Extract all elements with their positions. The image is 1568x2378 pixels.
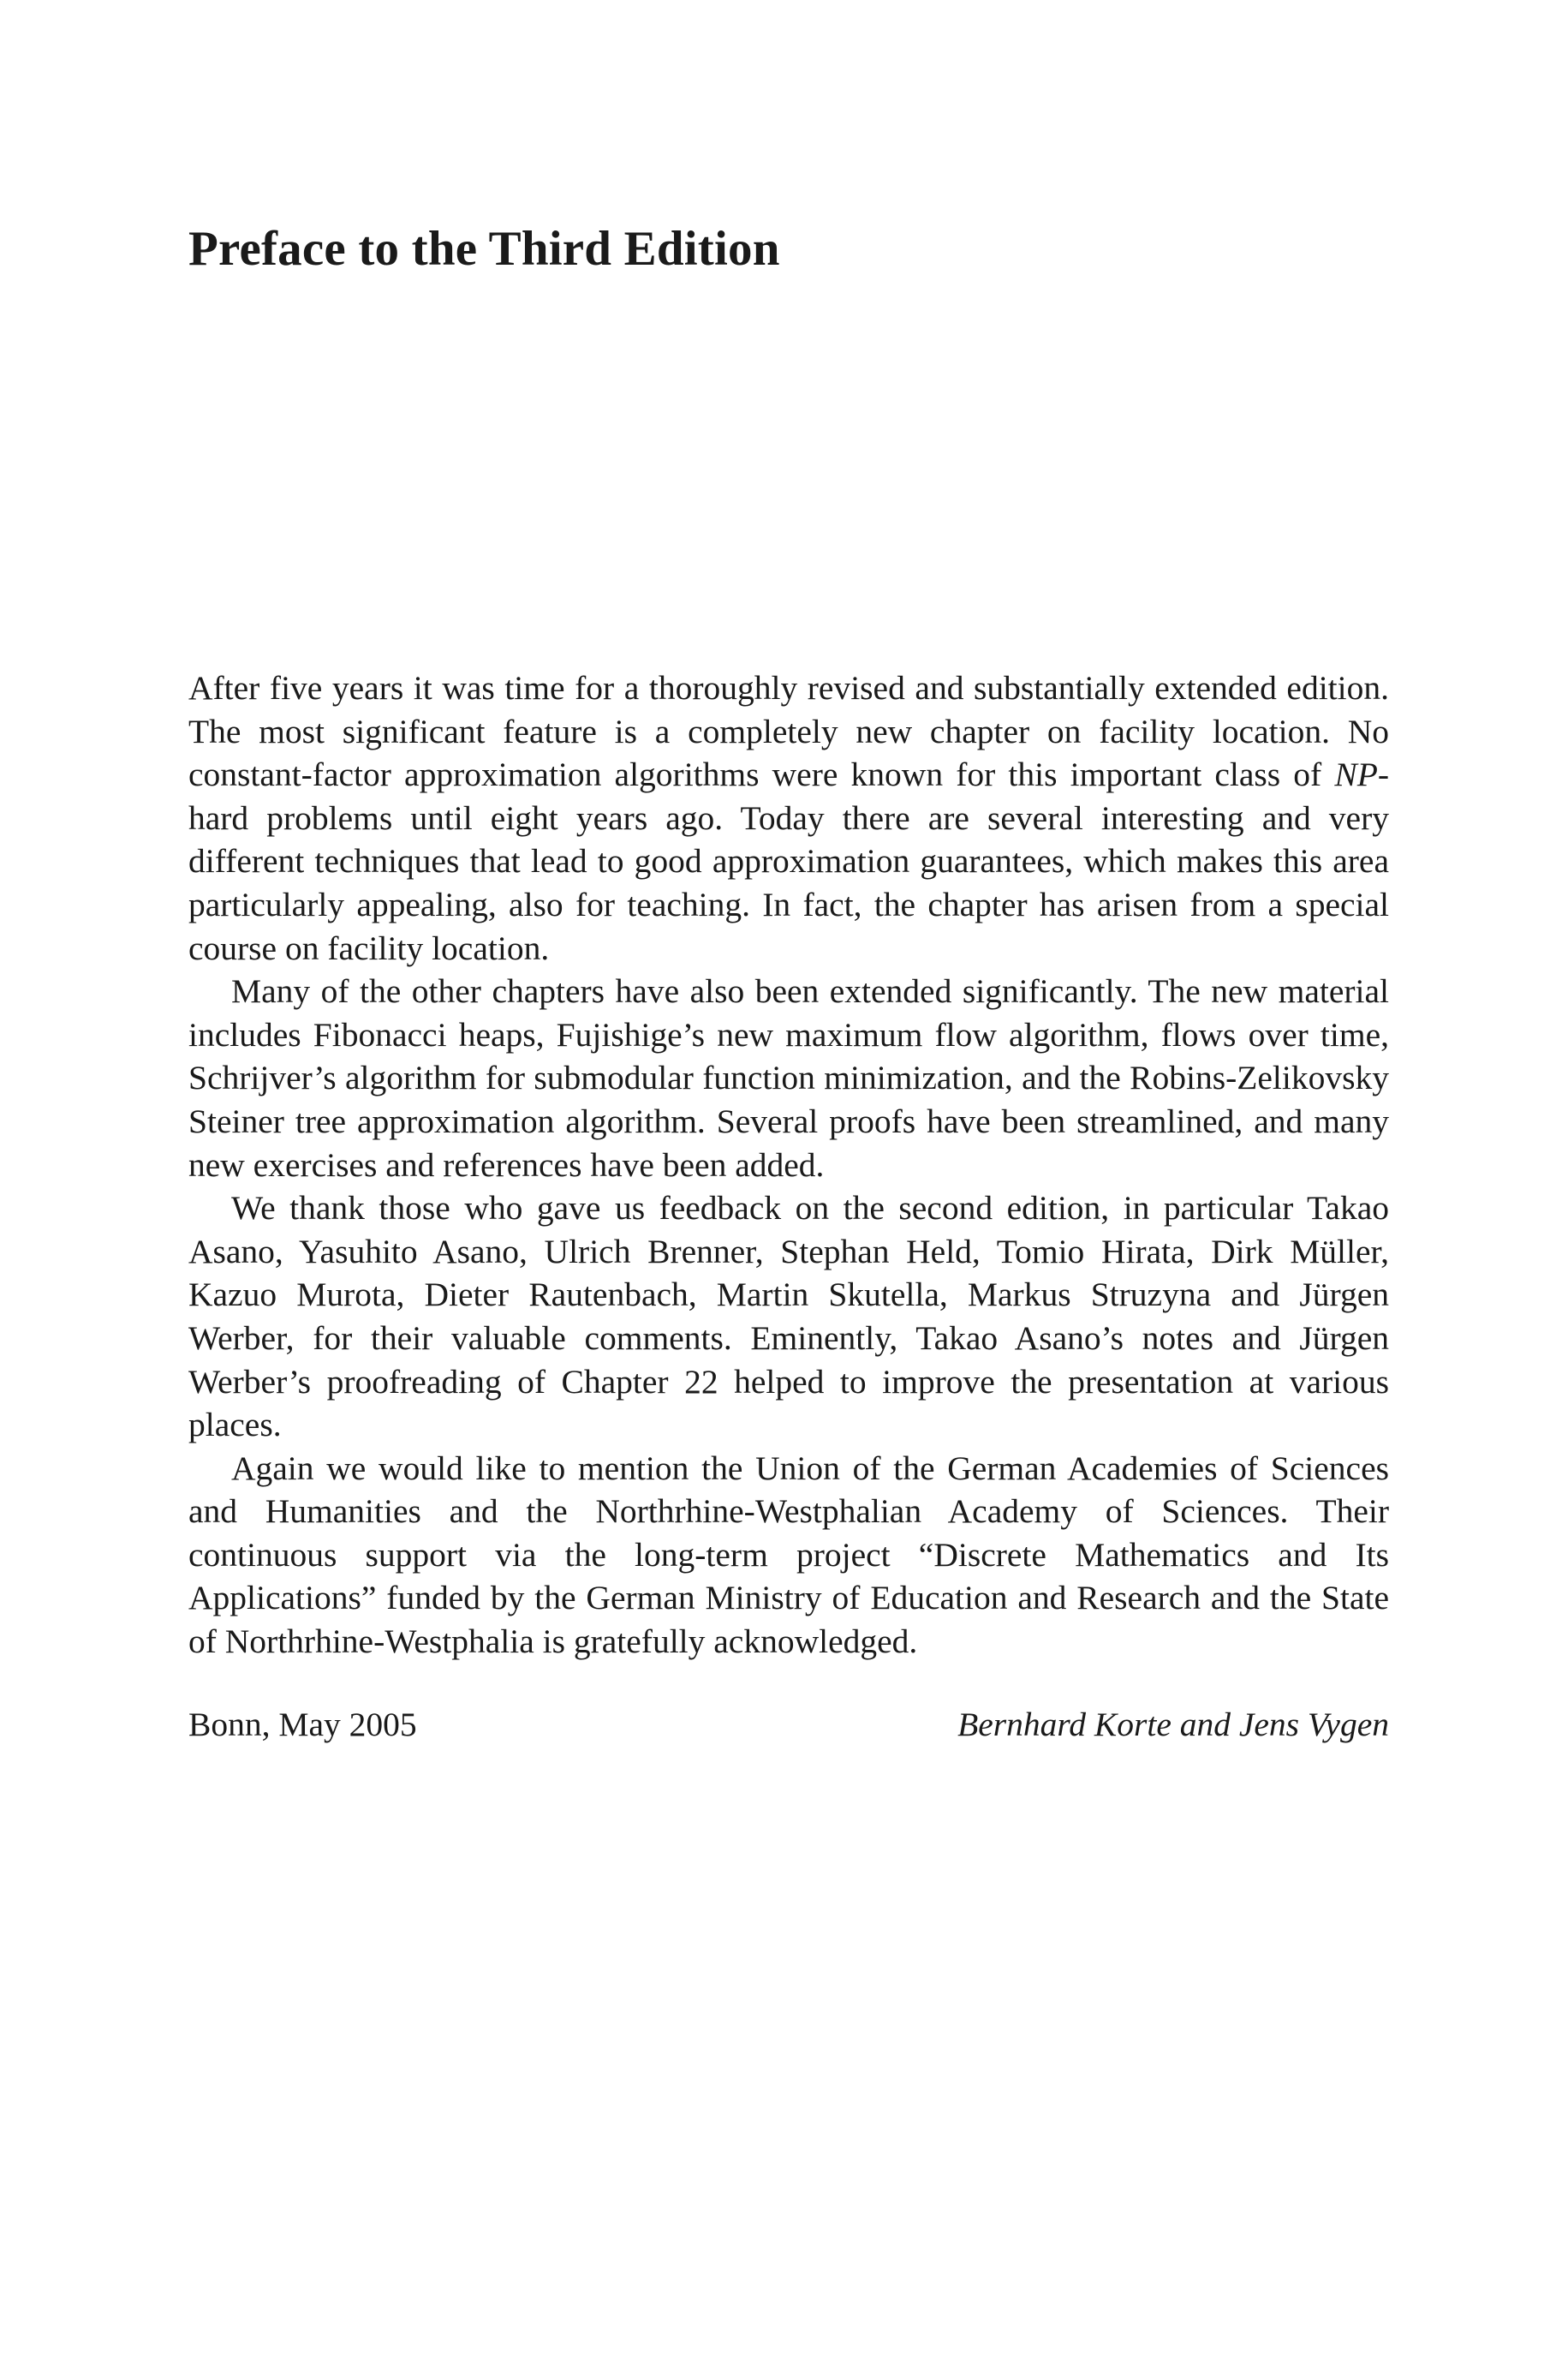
place-date: Bonn, May 2005 [188, 1706, 417, 1743]
paragraph-3: We thank those who gave us feedback on the second edition, in particular Takao Asano, Yasuhito Asano, Ulrich Brenner, Stephan Held, Tomio Hirata, Dirk Müller, Kazuo Murota, Dieter Rautenbach, Martin Skutella, Markus Struzyna and Jürgen Werber, for their valuable comments. Eminently, Takao Asano’s notes and Jürgen Werber’s proofreading of Chapter 22 helped to improve the presentation at various places. [188, 1189, 1389, 1444]
paragraph-1 [188, 666, 1389, 970]
paragraph-2: Many of the other chapters have also been extended significantly. The new material includes Fibonacci heaps, Fujishige’s new maximum flow algorithm, flows over time, Schrijver’s algorithm for submodular function minimization, and the Robins-Zelikovsky Steiner tree approximation algorithm. Several proofs have been streamlined, and many new exercises and references have been added. [188, 972, 1389, 1184]
page-title: Preface to the Third Edition [188, 222, 780, 276]
authors: Bernhard Korte and Jens Vygen [957, 1706, 1389, 1743]
paragraph-1-text-start: After five years it was time for a thoroughly revised and substantially extended edition. The most significant feature is a completely new chapter on facility location. No constant-factor approximation algorithms were known for this important class of [188, 669, 1389, 794]
paragraph-4: Again we would like to mention the Union of the German Academies of Sciences and Humanities and the Northrhine-Westphalian Academy of Sciences. Their continuous support via the long-term project “Discrete Mathematics and Its Applications” funded by the German Ministry of Education and Research and the State of Northrhine-Westphalia is gratefully acknowledged. [188, 1449, 1389, 1661]
signature-line [188, 1703, 1389, 1746]
preface-body [188, 666, 1389, 1664]
paragraph-1-text-end: -hard problems until eight years ago. Today there are several interesting and very different techniques that lead to good approximation guarantees, which makes this area particularly appealing, also for teaching. In fact, the chapter has arisen from a special course on facility location. [188, 756, 1389, 967]
np-italic: NP [1334, 756, 1378, 794]
